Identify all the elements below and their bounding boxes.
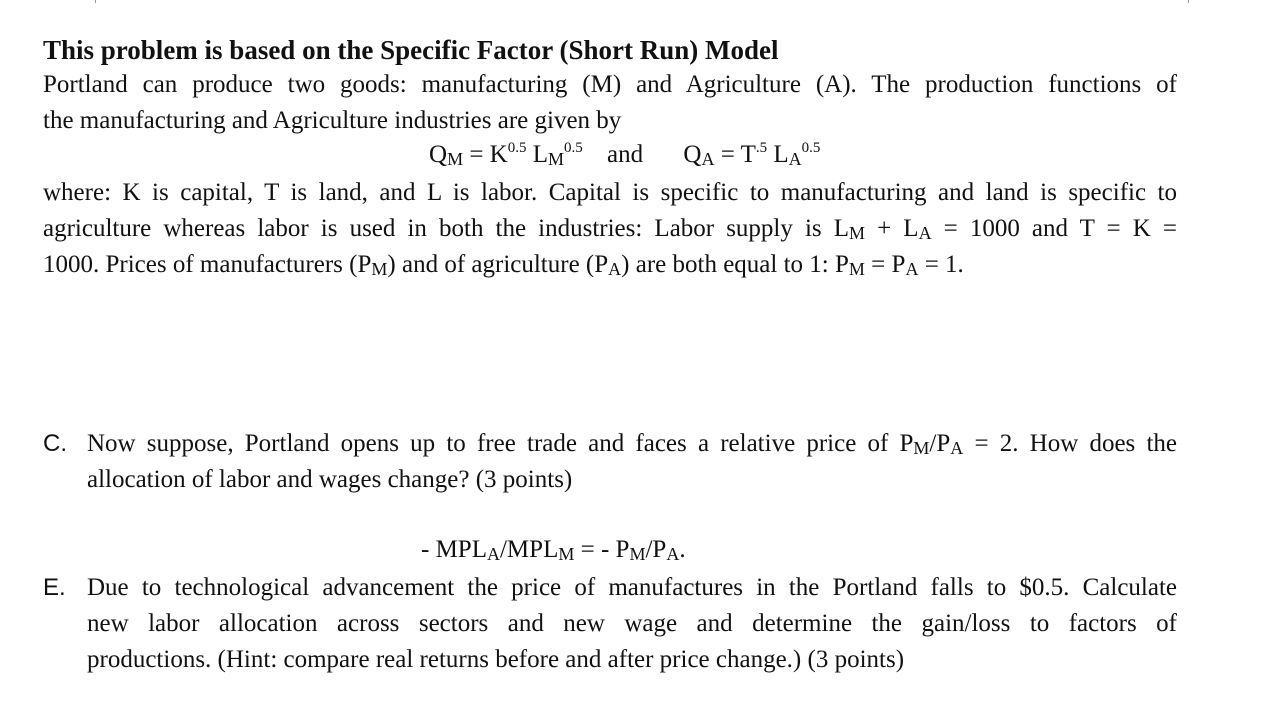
eq-q: Q (683, 141, 702, 168)
where-line-2: agriculture whereas labor is used in both the industries: Labor supply is $L_M + L_A = 1000$ and T = K = (43, 215, 1177, 243)
question-c-line-1: Now suppose, Portland opens up to free trade and faces a relative price of $P_M/P_A = 2$. How does the (87, 430, 1178, 458)
eq-sub-m: M (548, 149, 565, 169)
assumptions-paragraph (43, 175, 1177, 283)
eq-equals-k: = K (463, 141, 508, 168)
eq-sub-a: A (788, 149, 802, 169)
question-c (43, 426, 1177, 498)
eq-exp: 0.5 (801, 140, 821, 156)
question-e-marker: E. (43, 574, 66, 601)
question-e-line-2: new labor allocation across sectors and new wage and determine the gain/loss to factors of (87, 610, 1177, 637)
eq-sub-m: M (447, 149, 464, 169)
eq-exp: 0.5 (507, 140, 527, 156)
intro-line-1: Portland can produce two goods: manufacturing (M) and Agriculture (A). The production functions of (43, 71, 1177, 98)
question-c-line-2: allocation of labor and wages change? (3 points) (87, 466, 573, 493)
intro-paragraph (43, 67, 1177, 139)
eq-exp: 0.5 (564, 140, 583, 156)
where-line-1: where: K is capital, T is land, and L is labor. Capital is specific to manufacturing and land is specific to (43, 179, 1177, 206)
intro-line-2: the manufacturing and Agriculture industries are given by (43, 107, 622, 134)
eq-equals-t: = T (714, 141, 756, 168)
page-corner-mark (1188, 0, 1189, 3)
production-functions-equation (429, 141, 820, 169)
question-e (43, 570, 1177, 678)
eq-sub-a: A (701, 149, 715, 169)
eq-q: Q (429, 141, 448, 168)
question-c-marker: C. (43, 430, 67, 457)
eq-and: and (607, 141, 644, 168)
eq-l: L (767, 141, 789, 168)
problem-title: This problem is based on the Specific Factor (Short Run) Model (43, 35, 779, 65)
page-corner-mark (95, 0, 96, 3)
eq-exp: .5 (755, 140, 768, 156)
question-e-line-3: productions. (Hint: compare real returns before and after price change.) (3 points) (87, 646, 905, 673)
eq-l: L (526, 141, 549, 168)
where-line-3: 1000. Prices of manufacturers $(P_M)$ and of agriculture $(P_A)$ are both equal to 1: $P_M = P_A = 1$. (43, 251, 964, 279)
question-e-line-1: Due to technological advancement the price of manufactures in the Portland falls to $0.5. Calculate (87, 574, 1177, 601)
mpl-equation: - $MPL_A/MPL_M$ = - $P_M/P_A$. (421, 536, 686, 564)
